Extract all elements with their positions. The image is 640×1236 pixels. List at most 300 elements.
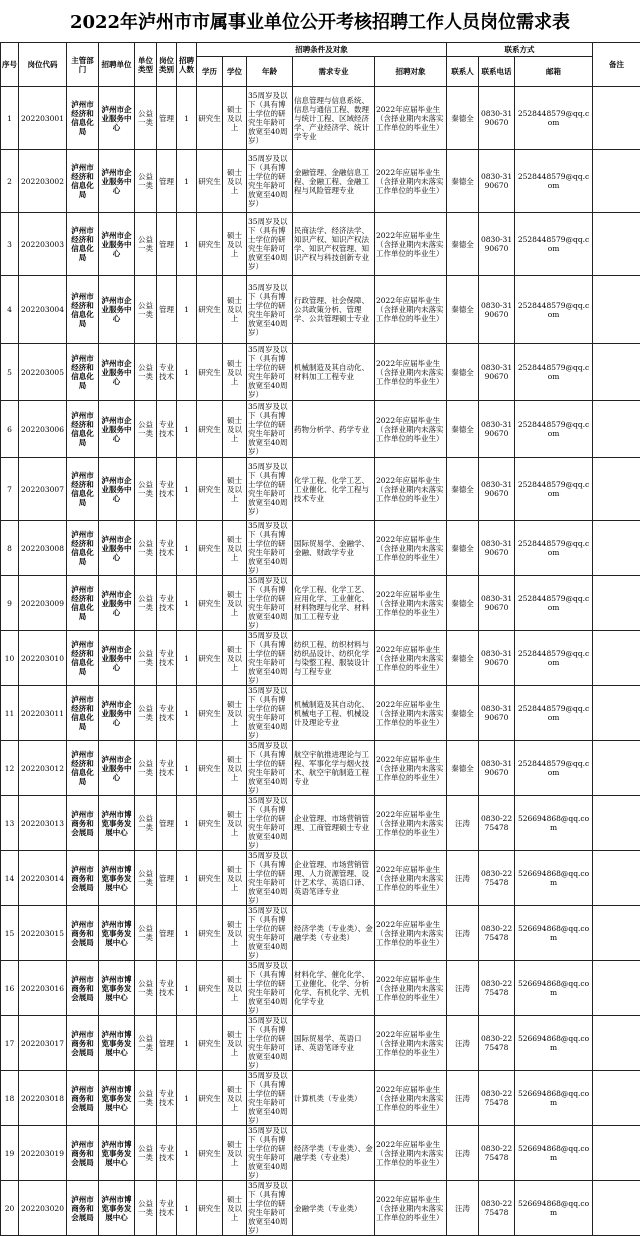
table-row <box>1 741 640 796</box>
cell-phone: 0830-2275478 <box>479 1126 515 1181</box>
cell-age: 35周岁及以下（具有博士学位的研究生年龄可放宽至40周岁） <box>247 458 293 521</box>
table-row <box>1 344 640 401</box>
cell-post-category: 管理 <box>157 906 177 961</box>
cell-post-category: 专业技术 <box>157 1126 177 1181</box>
cell-department: 泸州市商务和会展局 <box>67 1126 99 1181</box>
cell-phone: 0830-2275478 <box>479 796 515 851</box>
cell-unit-type: 公益一类 <box>135 631 157 686</box>
cell-seq: 7 <box>1 458 19 521</box>
cell-unit-type: 公益一类 <box>135 150 157 213</box>
cell-position-code: 202203019 <box>19 1126 67 1181</box>
cell-seq: 5 <box>1 344 19 401</box>
cell-post-category: 专业技术 <box>157 401 177 458</box>
cell-hiring-count: 1 <box>177 576 197 631</box>
cell-email: 526694868@qq.com <box>515 961 593 1016</box>
cell-major: 行政管理、社会保障、公共政策分析、管理学、公共管理硕士专业 <box>293 276 375 344</box>
cell-note <box>593 276 640 344</box>
cell-email: 2528448579@qq.com <box>515 213 593 276</box>
cell-education: 研究生 <box>197 1126 223 1181</box>
cell-degree: 硕士及以上 <box>223 961 247 1016</box>
cell-major: 机械制造及其自动化、材料加工工程专业 <box>293 344 375 401</box>
cell-department: 泸州市商务和会展局 <box>67 1181 99 1236</box>
cell-contact-person: 秦德全 <box>447 521 479 576</box>
cell-unit-type: 公益一类 <box>135 1071 157 1126</box>
cell-degree: 硕士及以上 <box>223 741 247 796</box>
cell-phone: 0830-3190670 <box>479 344 515 401</box>
cell-contact-person: 秦德全 <box>447 576 479 631</box>
cell-unit-type: 公益一类 <box>135 1016 157 1071</box>
cell-age: 35周岁及以下（具有博士学位的研究生年龄可放宽至40周岁） <box>247 796 293 851</box>
cell-contact-person: 汪涛 <box>447 1126 479 1181</box>
cell-post-category: 专业技术 <box>157 631 177 686</box>
table-row <box>1 276 640 344</box>
cell-hiring-unit: 泸州市博览事务发展中心 <box>99 796 135 851</box>
cell-target: 2022年应届毕业生（含择业期内未落实工作单位的毕业生） <box>375 150 447 213</box>
cell-phone: 0830-3190670 <box>479 741 515 796</box>
cell-contact-person: 秦德全 <box>447 344 479 401</box>
cell-department: 泸州市商务和会展局 <box>67 961 99 1016</box>
cell-post-category: 管理 <box>157 150 177 213</box>
cell-education: 研究生 <box>197 1071 223 1126</box>
header-education: 学历 <box>197 57 223 87</box>
cell-unit-type: 公益一类 <box>135 686 157 741</box>
cell-seq: 8 <box>1 521 19 576</box>
table-row <box>1 686 640 741</box>
cell-note <box>593 1181 640 1236</box>
cell-contact-person: 秦德全 <box>447 276 479 344</box>
cell-major: 企业管理、市场营销管理、人力资源管理、设计艺术学、英语口译、英语笔译专业 <box>293 851 375 906</box>
cell-seq: 15 <box>1 906 19 961</box>
cell-major: 经济学类（专业类）、金融学类（专业类） <box>293 906 375 961</box>
cell-hiring-unit: 泸州市企业服务中心 <box>99 741 135 796</box>
cell-degree: 硕士及以上 <box>223 344 247 401</box>
cell-major: 计算机类（专业类） <box>293 1071 375 1126</box>
cell-contact-person: 秦德全 <box>447 741 479 796</box>
cell-note <box>593 686 640 741</box>
cell-email: 2528448579@qq.com <box>515 741 593 796</box>
cell-contact-person: 秦德全 <box>447 87 479 150</box>
cell-phone: 0830-2275478 <box>479 851 515 906</box>
cell-major: 经济学类（专业类）、金融学类（专业类） <box>293 1126 375 1181</box>
job-requirements-table <box>0 42 640 1236</box>
cell-seq: 13 <box>1 796 19 851</box>
cell-target: 2022年应届毕业生（含择业期内未落实工作单位的毕业生） <box>375 1071 447 1126</box>
cell-hiring-unit: 泸州市博览事务发展中心 <box>99 961 135 1016</box>
header-seq: 序号 <box>1 43 19 87</box>
cell-contact-person: 汪涛 <box>447 851 479 906</box>
cell-hiring-unit: 泸州市博览事务发展中心 <box>99 1126 135 1181</box>
cell-position-code: 202203014 <box>19 851 67 906</box>
cell-email: 526694868@qq.com <box>515 796 593 851</box>
cell-unit-type: 公益一类 <box>135 796 157 851</box>
cell-unit-type: 公益一类 <box>135 741 157 796</box>
cell-seq: 12 <box>1 741 19 796</box>
cell-education: 研究生 <box>197 87 223 150</box>
cell-note <box>593 401 640 458</box>
cell-hiring-count: 1 <box>177 851 197 906</box>
cell-department: 泸州市经济和信息化局 <box>67 213 99 276</box>
cell-unit-type: 公益一类 <box>135 851 157 906</box>
cell-age: 35周岁及以下（具有博士学位的研究生年龄可放宽至40周岁） <box>247 213 293 276</box>
cell-age: 35周岁及以下（具有博士学位的研究生年龄可放宽至40周岁） <box>247 686 293 741</box>
cell-target: 2022年应届毕业生（含择业期内未落实工作单位的毕业生） <box>375 961 447 1016</box>
cell-hiring-count: 1 <box>177 458 197 521</box>
cell-hiring-count: 1 <box>177 741 197 796</box>
cell-note <box>593 1071 640 1126</box>
cell-hiring-unit: 泸州市企业服务中心 <box>99 276 135 344</box>
cell-major: 国际贸易学、英语口译、英语笔译专业 <box>293 1016 375 1071</box>
table-row <box>1 521 640 576</box>
cell-note <box>593 1126 640 1181</box>
cell-department: 泸州市商务和会展局 <box>67 1071 99 1126</box>
cell-hiring-unit: 泸州市博览事务发展中心 <box>99 1181 135 1236</box>
cell-education: 研究生 <box>197 631 223 686</box>
cell-hiring-count: 1 <box>177 906 197 961</box>
header-degree: 学位 <box>223 57 247 87</box>
cell-post-category: 专业技术 <box>157 1181 177 1236</box>
cell-position-code: 202203006 <box>19 401 67 458</box>
cell-age: 35周岁及以下（具有博士学位的研究生年龄可放宽至40周岁） <box>247 401 293 458</box>
cell-position-code: 202203007 <box>19 458 67 521</box>
cell-education: 研究生 <box>197 906 223 961</box>
cell-department: 泸州市商务和会展局 <box>67 796 99 851</box>
cell-target: 2022年应届毕业生（含择业期内未落实工作单位的毕业生） <box>375 1181 447 1236</box>
cell-seq: 16 <box>1 961 19 1016</box>
cell-position-code: 202203008 <box>19 521 67 576</box>
cell-note <box>593 458 640 521</box>
cell-email: 526694868@qq.com <box>515 1126 593 1181</box>
cell-position-code: 202203005 <box>19 344 67 401</box>
cell-degree: 硕士及以上 <box>223 150 247 213</box>
cell-department: 泸州市经济和信息化局 <box>67 686 99 741</box>
table-row <box>1 213 640 276</box>
cell-age: 35周岁及以下（具有博士学位的研究生年龄可放宽至40周岁） <box>247 741 293 796</box>
cell-education: 研究生 <box>197 401 223 458</box>
cell-phone: 0830-3190670 <box>479 87 515 150</box>
cell-education: 研究生 <box>197 276 223 344</box>
cell-position-code: 202203003 <box>19 213 67 276</box>
cell-degree: 硕士及以上 <box>223 87 247 150</box>
cell-target: 2022年应届毕业生（含择业期内未落实工作单位的毕业生） <box>375 344 447 401</box>
cell-hiring-unit: 泸州市博览事务发展中心 <box>99 1071 135 1126</box>
cell-post-category: 专业技术 <box>157 576 177 631</box>
cell-hiring-unit: 泸州市博览事务发展中心 <box>99 851 135 906</box>
cell-unit-type: 公益一类 <box>135 213 157 276</box>
header-conditions: 招聘条件及对象 <box>197 43 447 57</box>
cell-education: 研究生 <box>197 741 223 796</box>
cell-position-code: 202203001 <box>19 87 67 150</box>
cell-seq: 10 <box>1 631 19 686</box>
cell-contact-person: 汪涛 <box>447 1181 479 1236</box>
cell-email: 2528448579@qq.com <box>515 276 593 344</box>
cell-hiring-unit: 泸州市企业服务中心 <box>99 401 135 458</box>
cell-age: 35周岁及以下（具有博士学位的研究生年龄可放宽至40周岁） <box>247 576 293 631</box>
cell-hiring-count: 1 <box>177 521 197 576</box>
cell-hiring-unit: 泸州市企业服务中心 <box>99 150 135 213</box>
cell-hiring-count: 1 <box>177 796 197 851</box>
cell-degree: 硕士及以上 <box>223 906 247 961</box>
cell-position-code: 202203010 <box>19 631 67 686</box>
cell-position-code: 202203011 <box>19 686 67 741</box>
cell-department: 泸州市经济和信息化局 <box>67 458 99 521</box>
cell-hiring-unit: 泸州市企业服务中心 <box>99 344 135 401</box>
cell-target: 2022年应届毕业生（含择业期内未落实工作单位的毕业生） <box>375 851 447 906</box>
cell-education: 研究生 <box>197 150 223 213</box>
cell-post-category: 管理 <box>157 213 177 276</box>
cell-phone: 0830-2275478 <box>479 1071 515 1126</box>
table-row <box>1 851 640 906</box>
header-unit: 招聘单位 <box>99 43 135 87</box>
header-email: 邮箱 <box>515 57 593 87</box>
cell-education: 研究生 <box>197 344 223 401</box>
cell-unit-type: 公益一类 <box>135 401 157 458</box>
cell-unit-type: 公益一类 <box>135 87 157 150</box>
cell-age: 35周岁及以下（具有博士学位的研究生年龄可放宽至40周岁） <box>247 1016 293 1071</box>
table-row <box>1 458 640 521</box>
cell-contact-person: 汪涛 <box>447 906 479 961</box>
cell-department: 泸州市经济和信息化局 <box>67 741 99 796</box>
cell-hiring-count: 1 <box>177 276 197 344</box>
cell-post-category: 专业技术 <box>157 458 177 521</box>
cell-post-category: 管理 <box>157 851 177 906</box>
cell-email: 2528448579@qq.com <box>515 87 593 150</box>
table-row <box>1 1126 640 1181</box>
cell-education: 研究生 <box>197 796 223 851</box>
table-row <box>1 1016 640 1071</box>
cell-target: 2022年应届毕业生（含择业期内未落实工作单位的毕业生） <box>375 1016 447 1071</box>
cell-note <box>593 87 640 150</box>
cell-hiring-unit: 泸州市博览事务发展中心 <box>99 1016 135 1071</box>
cell-target: 2022年应届毕业生（含择业期内未落实工作单位的毕业生） <box>375 686 447 741</box>
cell-unit-type: 公益一类 <box>135 961 157 1016</box>
cell-email: 2528448579@qq.com <box>515 576 593 631</box>
cell-department: 泸州市经济和信息化局 <box>67 401 99 458</box>
header-note: 备注 <box>593 43 640 87</box>
cell-email: 2528448579@qq.com <box>515 150 593 213</box>
cell-note <box>593 741 640 796</box>
cell-major: 航空宇航推进理论与工程、军事化学与烟火技术、航空宇航制造工程专业 <box>293 741 375 796</box>
cell-unit-type: 公益一类 <box>135 576 157 631</box>
cell-post-category: 管理 <box>157 796 177 851</box>
cell-education: 研究生 <box>197 961 223 1016</box>
cell-email: 526694868@qq.com <box>515 1071 593 1126</box>
cell-department: 泸州市经济和信息化局 <box>67 576 99 631</box>
cell-phone: 0830-3190670 <box>479 213 515 276</box>
cell-contact-person: 秦德全 <box>447 150 479 213</box>
cell-hiring-unit: 泸州市企业服务中心 <box>99 521 135 576</box>
cell-position-code: 202203009 <box>19 576 67 631</box>
cell-degree: 硕士及以上 <box>223 1126 247 1181</box>
table-row <box>1 576 640 631</box>
cell-phone: 0830-3190670 <box>479 576 515 631</box>
cell-position-code: 202203020 <box>19 1181 67 1236</box>
cell-phone: 0830-3190670 <box>479 631 515 686</box>
cell-target: 2022年应届毕业生（含择业期内未落实工作单位的毕业生） <box>375 631 447 686</box>
cell-post-category: 管理 <box>157 87 177 150</box>
cell-department: 泸州市商务和会展局 <box>67 851 99 906</box>
cell-seq: 11 <box>1 686 19 741</box>
cell-contact-person: 汪涛 <box>447 1071 479 1126</box>
cell-department: 泸州市经济和信息化局 <box>67 631 99 686</box>
cell-seq: 20 <box>1 1181 19 1236</box>
cell-position-code: 202203012 <box>19 741 67 796</box>
cell-degree: 硕士及以上 <box>223 458 247 521</box>
cell-seq: 18 <box>1 1071 19 1126</box>
cell-degree: 硕士及以上 <box>223 1016 247 1071</box>
cell-age: 35周岁及以下（具有博士学位的研究生年龄可放宽至40周岁） <box>247 276 293 344</box>
cell-unit-type: 公益一类 <box>135 1126 157 1181</box>
cell-major: 药物分析学、药学专业 <box>293 401 375 458</box>
cell-email: 526694868@qq.com <box>515 851 593 906</box>
table-row <box>1 906 640 961</box>
cell-note <box>593 521 640 576</box>
cell-hiring-unit: 泸州市企业服务中心 <box>99 87 135 150</box>
cell-position-code: 202203013 <box>19 796 67 851</box>
cell-phone: 0830-3190670 <box>479 521 515 576</box>
cell-age: 35周岁及以下（具有博士学位的研究生年龄可放宽至40周岁） <box>247 1126 293 1181</box>
cell-hiring-unit: 泸州市企业服务中心 <box>99 576 135 631</box>
cell-phone: 0830-3190670 <box>479 276 515 344</box>
table-row <box>1 150 640 213</box>
cell-degree: 硕士及以上 <box>223 276 247 344</box>
cell-department: 泸州市经济和信息化局 <box>67 276 99 344</box>
cell-hiring-count: 1 <box>177 1181 197 1236</box>
cell-department: 泸州市经济和信息化局 <box>67 521 99 576</box>
cell-degree: 硕士及以上 <box>223 1181 247 1236</box>
cell-target: 2022年应届毕业生（含择业期内未落实工作单位的毕业生） <box>375 1126 447 1181</box>
cell-major: 化学工程、化学工艺、工业催化、化学工程与技术专业 <box>293 458 375 521</box>
cell-unit-type: 公益一类 <box>135 276 157 344</box>
cell-email: 526694868@qq.com <box>515 1016 593 1071</box>
cell-position-code: 202203004 <box>19 276 67 344</box>
table-row <box>1 87 640 150</box>
cell-note <box>593 213 640 276</box>
header-unit-type: 单位类型 <box>135 43 157 87</box>
cell-age: 35周岁及以下（具有博士学位的研究生年龄可放宽至40周岁） <box>247 521 293 576</box>
cell-unit-type: 公益一类 <box>135 906 157 961</box>
cell-target: 2022年应届毕业生（含择业期内未落实工作单位的毕业生） <box>375 741 447 796</box>
cell-degree: 硕士及以上 <box>223 631 247 686</box>
cell-note <box>593 576 640 631</box>
cell-age: 35周岁及以下（具有博士学位的研究生年龄可放宽至40周岁） <box>247 1071 293 1126</box>
cell-position-code: 202203018 <box>19 1071 67 1126</box>
cell-age: 35周岁及以下（具有博士学位的研究生年龄可放宽至40周岁） <box>247 1181 293 1236</box>
cell-education: 研究生 <box>197 1016 223 1071</box>
cell-target: 2022年应届毕业生（含择业期内未落实工作单位的毕业生） <box>375 521 447 576</box>
cell-hiring-count: 1 <box>177 150 197 213</box>
cell-post-category: 专业技术 <box>157 741 177 796</box>
cell-age: 35周岁及以下（具有博士学位的研究生年龄可放宽至40周岁） <box>247 851 293 906</box>
cell-post-category: 专业技术 <box>157 344 177 401</box>
header-row-top <box>1 43 640 57</box>
cell-target: 2022年应届毕业生（含择业期内未落实工作单位的毕业生） <box>375 458 447 521</box>
document-title: 2022年泸州市市属事业单位公开考核招聘工作人员岗位需求表 <box>0 0 640 42</box>
header-contact-person: 联系人 <box>447 57 479 87</box>
cell-major: 化学工程、化学工艺、应用化学、工业催化、材料物理与化学、材料加工工程专业 <box>293 576 375 631</box>
cell-phone: 0830-3190670 <box>479 150 515 213</box>
cell-note <box>593 1016 640 1071</box>
cell-hiring-unit: 泸州市企业服务中心 <box>99 458 135 521</box>
cell-education: 研究生 <box>197 213 223 276</box>
cell-department: 泸州市商务和会展局 <box>67 906 99 961</box>
cell-hiring-unit: 泸州市企业服务中心 <box>99 213 135 276</box>
cell-phone: 0830-2275478 <box>479 1181 515 1236</box>
cell-seq: 6 <box>1 401 19 458</box>
header-phone: 联系电话 <box>479 57 515 87</box>
cell-email: 526694868@qq.com <box>515 906 593 961</box>
cell-note <box>593 150 640 213</box>
cell-email: 526694868@qq.com <box>515 1181 593 1236</box>
cell-hiring-count: 1 <box>177 631 197 686</box>
cell-contact-person: 秦德全 <box>447 458 479 521</box>
cell-note <box>593 796 640 851</box>
cell-department: 泸州市经济和信息化局 <box>67 150 99 213</box>
cell-degree: 硕士及以上 <box>223 851 247 906</box>
cell-post-category: 管理 <box>157 1016 177 1071</box>
cell-education: 研究生 <box>197 851 223 906</box>
cell-department: 泸州市经济和信息化局 <box>67 87 99 150</box>
header-post-category: 岗位类别 <box>157 43 177 87</box>
cell-phone: 0830-3190670 <box>479 686 515 741</box>
cell-contact-person: 秦德全 <box>447 213 479 276</box>
cell-education: 研究生 <box>197 458 223 521</box>
cell-contact-person: 秦德全 <box>447 686 479 741</box>
cell-age: 35周岁及以下（具有博士学位的研究生年龄可放宽至40周岁） <box>247 906 293 961</box>
cell-post-category: 专业技术 <box>157 521 177 576</box>
cell-email: 2528448579@qq.com <box>515 686 593 741</box>
table-body <box>1 87 640 1236</box>
cell-target: 2022年应届毕业生（含择业期内未落实工作单位的毕业生） <box>375 213 447 276</box>
cell-hiring-count: 1 <box>177 1126 197 1181</box>
cell-phone: 0830-3190670 <box>479 401 515 458</box>
cell-target: 2022年应届毕业生（含择业期内未落实工作单位的毕业生） <box>375 87 447 150</box>
cell-contact-person: 秦德全 <box>447 631 479 686</box>
cell-position-code: 202203016 <box>19 961 67 1016</box>
cell-contact-person: 汪涛 <box>447 961 479 1016</box>
table-row <box>1 1181 640 1236</box>
table-row <box>1 401 640 458</box>
cell-hiring-count: 1 <box>177 961 197 1016</box>
cell-major: 材料化学、催化化学、工业催化、化学、分析化学、有机化学、无机化学专业 <box>293 961 375 1016</box>
cell-age: 35周岁及以下（具有博士学位的研究生年龄可放宽至40周岁） <box>247 150 293 213</box>
cell-major: 纺织工程、纺织材料与纺织品设计、纺织化学与染整工程、服装设计与工程专业 <box>293 631 375 686</box>
cell-degree: 硕士及以上 <box>223 521 247 576</box>
header-age: 年龄 <box>247 57 293 87</box>
cell-seq: 4 <box>1 276 19 344</box>
header-code: 岗位代码 <box>19 43 67 87</box>
cell-education: 研究生 <box>197 686 223 741</box>
cell-education: 研究生 <box>197 521 223 576</box>
cell-department: 泸州市商务和会展局 <box>67 1016 99 1071</box>
cell-position-code: 202203017 <box>19 1016 67 1071</box>
cell-age: 35周岁及以下（具有博士学位的研究生年龄可放宽至40周岁） <box>247 961 293 1016</box>
cell-degree: 硕士及以上 <box>223 1071 247 1126</box>
cell-note <box>593 851 640 906</box>
cell-degree: 硕士及以上 <box>223 796 247 851</box>
cell-degree: 硕士及以上 <box>223 401 247 458</box>
cell-target: 2022年应届毕业生（含择业期内未落实工作单位的毕业生） <box>375 576 447 631</box>
table-row <box>1 796 640 851</box>
cell-target: 2022年应届毕业生（含择业期内未落实工作单位的毕业生） <box>375 906 447 961</box>
cell-degree: 硕士及以上 <box>223 213 247 276</box>
cell-unit-type: 公益一类 <box>135 1181 157 1236</box>
cell-phone: 0830-2275478 <box>479 906 515 961</box>
cell-contact-person: 汪涛 <box>447 1016 479 1071</box>
cell-phone: 0830-2275478 <box>479 1016 515 1071</box>
cell-phone: 0830-3190670 <box>479 458 515 521</box>
cell-major: 金融学类（专业类） <box>293 1181 375 1236</box>
cell-age: 35周岁及以下（具有博士学位的研究生年龄可放宽至40周岁） <box>247 344 293 401</box>
